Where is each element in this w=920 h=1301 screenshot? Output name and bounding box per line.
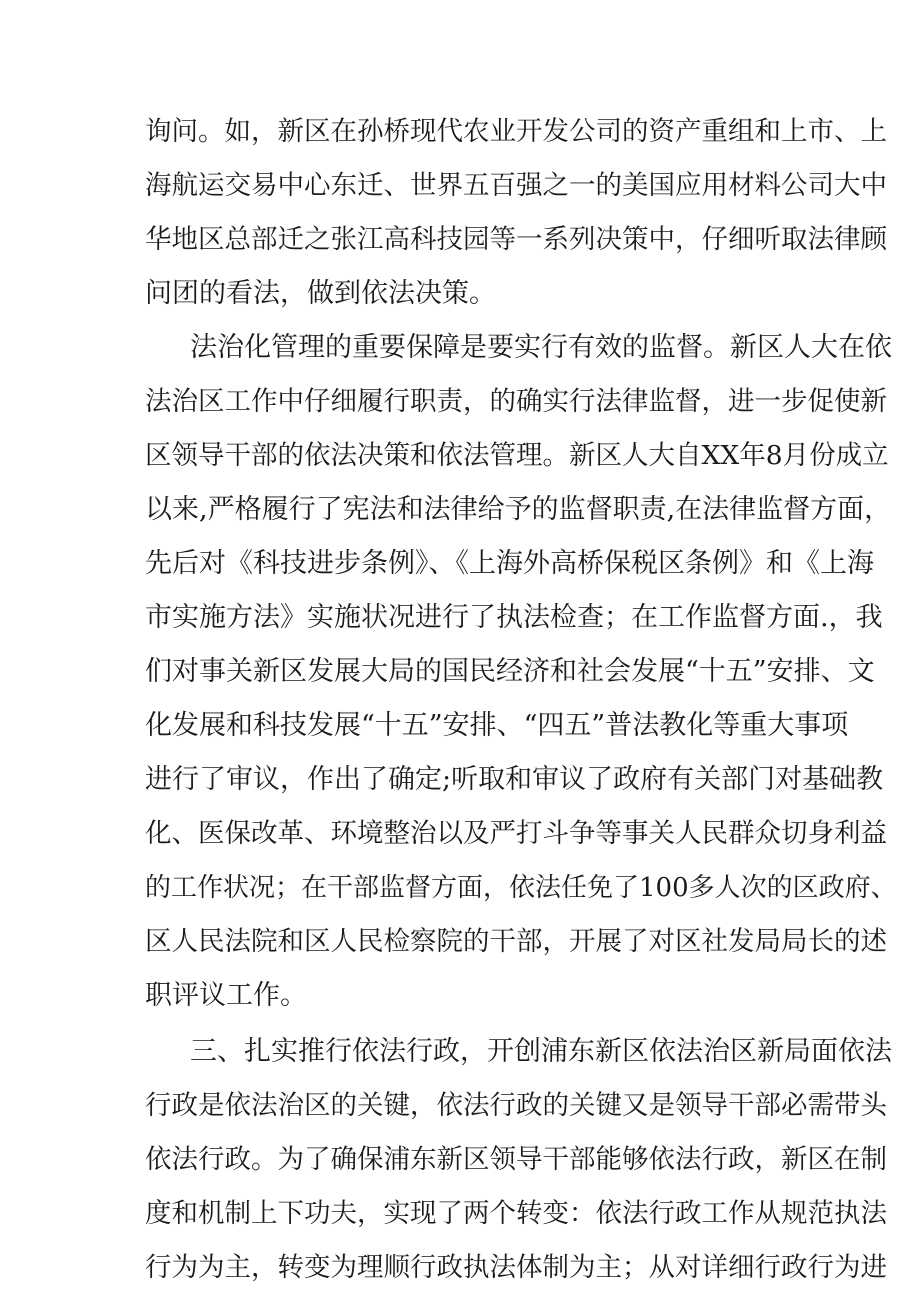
text-line: 问团的看法，做到依法决策。 bbox=[145, 278, 496, 309]
text-line: 华地区总部迁之张江高科技园等一系列决策中，仔细听取法律顾 bbox=[145, 224, 887, 255]
text-line: 海航运交易中心东迁、世界五百强之一的美国应用材料公司大中 bbox=[145, 170, 887, 201]
text-line: 以来,严格履行了宪法和法律给予的监督职责,在法律监督方面， bbox=[145, 494, 892, 525]
text-line: 法治化管理的重要保障是要实行有效的监督。新区人大在依 bbox=[190, 332, 892, 363]
text-line: 询问。如，新区在孙桥现代农业开发公司的资产重组和上市、上 bbox=[145, 116, 887, 147]
text-line: 三、扎实推行依法行政，开创浦东新区依法治区新局面依法 bbox=[190, 1036, 892, 1067]
text-line: 市实施方法》实施状况进行了执法检查；在工作监督方面.，我 bbox=[145, 602, 883, 633]
text-line: 行政是依法治区的关键，依法行政的关键又是领导干部必需带头 bbox=[145, 1090, 887, 1121]
text-line: 的工作状况；在干部监督方面，依法任免了100多人次的区政府、 bbox=[145, 873, 897, 903]
text-line: 职评议工作。 bbox=[145, 980, 307, 1011]
text-line: 进行了审议，作出了确定;听取和审议了政府有关部门对基础教 bbox=[145, 764, 884, 795]
text-line: 行为为主，转变为理顺行政执法体制为主；从对详细行政行为进 bbox=[145, 1252, 887, 1283]
text-line: 化、医保改革、环境整治以及严打斗争等事关人民群众切身利益 bbox=[145, 818, 887, 849]
text-line: 区人民法院和区人民检察院的干部，开展了对区社发局局长的述 bbox=[145, 926, 887, 957]
text-line: 依法行政。为了确保浦东新区领导干部能够依法行政，新区在制 bbox=[145, 1144, 887, 1175]
text-line: 区领导干部的依法决策和依法管理。新区人大自XX年8月份成立 bbox=[145, 440, 889, 471]
text-line: 们对事关新区发展大局的国民经济和社会发展“十五”安排、文 bbox=[145, 656, 875, 687]
text-line: 先后对《科技进步条例》、《上海外高桥保税区条例》和《上海 bbox=[145, 548, 874, 579]
text-line: 法治区工作中仔细履行职责，的确实行法律监督，进一步促使新 bbox=[145, 386, 887, 417]
text-line: 化发展和科技发展“十五”安排、“四五”普法教化等重大事项 bbox=[145, 710, 849, 741]
text-line: 度和机制上下功夫，实现了两个转变：依法行政工作从规范执法 bbox=[145, 1198, 887, 1229]
